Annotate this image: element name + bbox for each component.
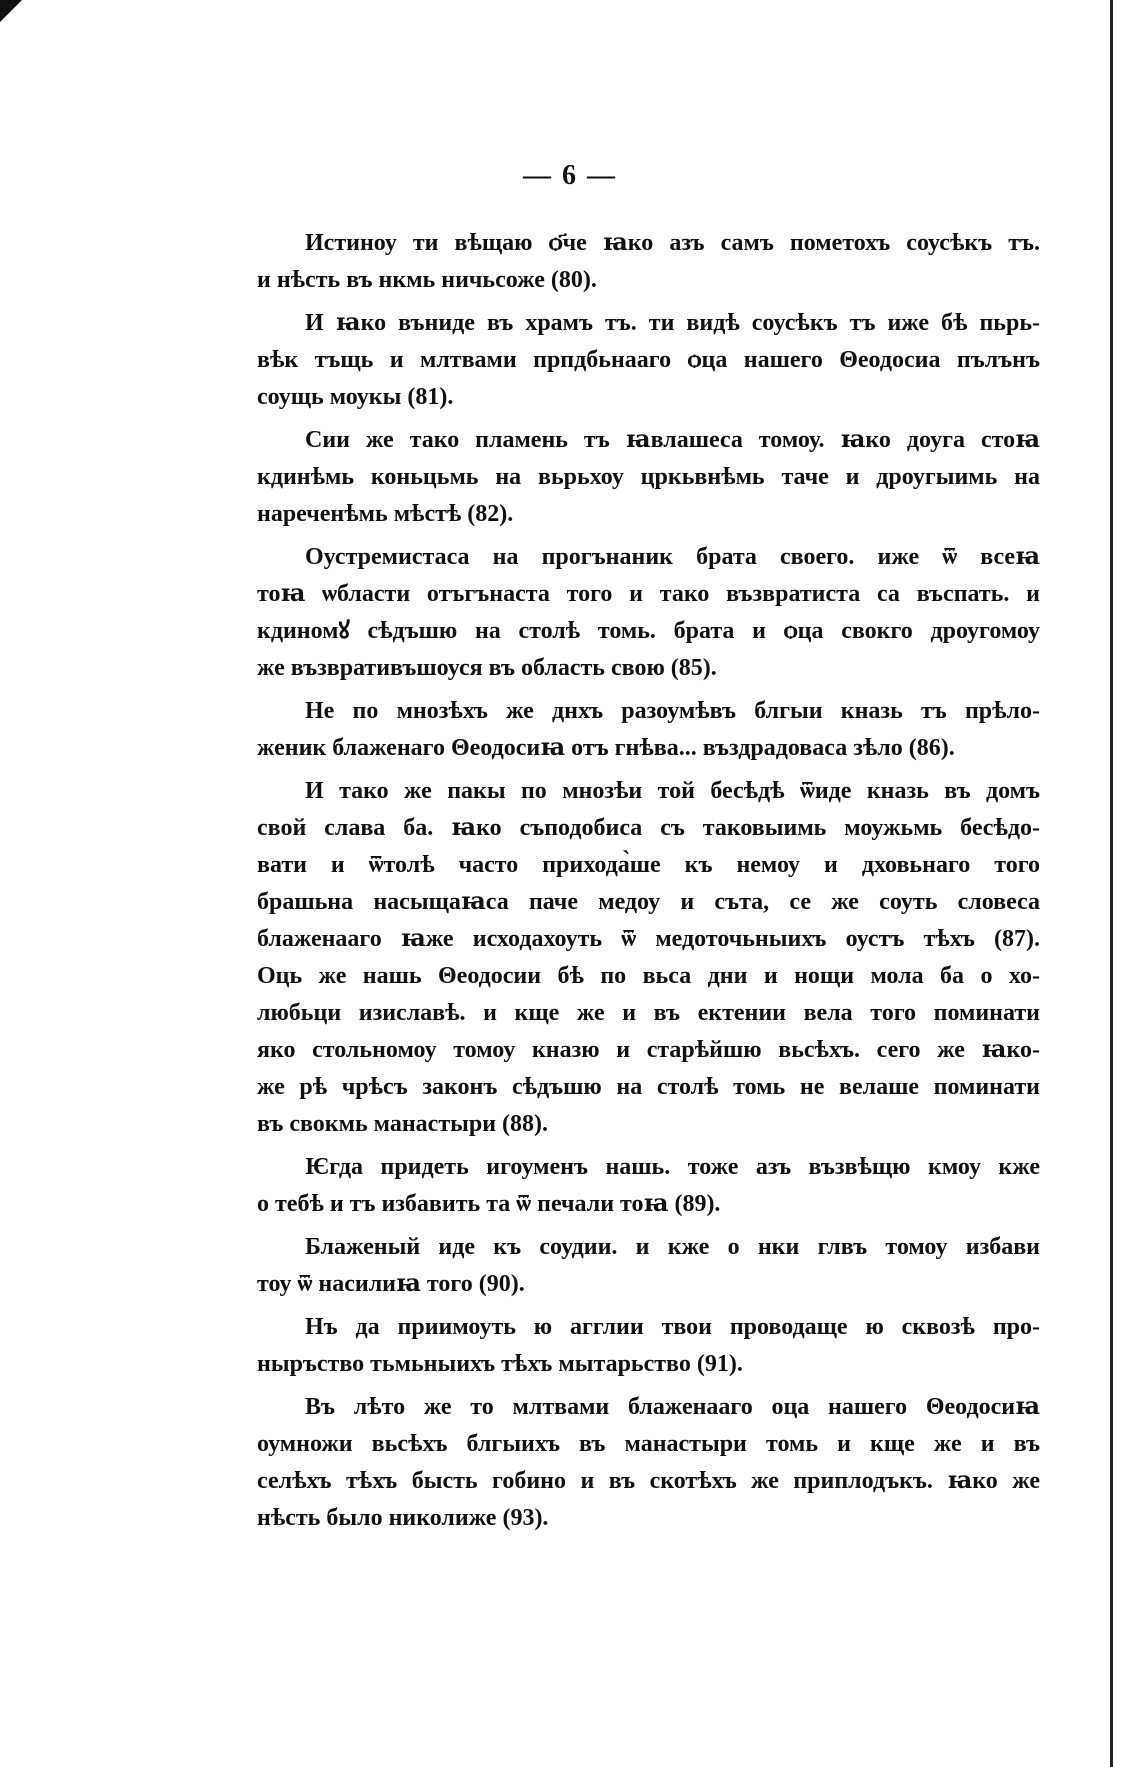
text-line: оумножи вьсѣхъ блгыихъ въ манастыри томь и кще же и въ bbox=[257, 1431, 1040, 1457]
text-line: любьци изиславѣ. и кще же и въ ектении вела того поминати bbox=[257, 1000, 1040, 1026]
text-line: свой слава ба. ꙗко съподобиса съ таковыимь моужьмь бесѣдо- bbox=[257, 815, 1040, 841]
text-body bbox=[257, 225, 1040, 1543]
paragraph-4 bbox=[257, 539, 1040, 687]
text-line: яко стольномоу томоу кназю и старѣйшю вьсѣхъ. сего же ꙗко- bbox=[257, 1037, 1040, 1063]
paragraph-1 bbox=[257, 225, 1040, 299]
text-line: Сии же тако пламень тъ ꙗвлашеса томоу. ꙗко доуга стоꙗ bbox=[305, 427, 1040, 453]
text-line: блаженааго ꙗже исходахоуть ѿ медоточьныихъ оустъ тѣхъ (87). bbox=[257, 926, 1040, 952]
text-line: Въ лѣто же то млтвами блаженааго оца нашего Θеодосиꙗ bbox=[305, 1394, 1040, 1420]
paragraph-6 bbox=[257, 773, 1040, 1143]
paragraph-10 bbox=[257, 1389, 1040, 1537]
text-line: вѣк тъщь и млтвами прпдбьнааго ѻца нашего Θеодосиа пълънъ bbox=[257, 347, 1040, 373]
paragraph-8 bbox=[257, 1229, 1040, 1303]
text-line: въ свокмь манастыри (88). bbox=[257, 1111, 549, 1137]
text-line: женик блаженаго Θеодосиꙗ отъ гнѣва... въздрадоваса зѣло (86). bbox=[257, 735, 955, 761]
text-line: Ѥгда придеть игоуменъ нашь. тоже азъ възвѣщю кмоу кже bbox=[305, 1154, 1040, 1180]
text-line: И ꙗко въниде въ храмъ тъ. ти видѣ соусѣкъ тъ иже бѣ пьрь- bbox=[305, 310, 1040, 336]
paragraph-2 bbox=[257, 305, 1040, 416]
text-line: и нѣсть въ нкмь ничьсоже (80). bbox=[257, 267, 597, 293]
text-line: Блаженый иде къ соудии. и кже о нки глвъ томоу избави bbox=[305, 1234, 1040, 1260]
page-edge-line bbox=[1110, 0, 1113, 1767]
text-line: тоꙗ ѡбласти отъгънаста того и тако възвратиста са въспать. и bbox=[257, 581, 1040, 607]
text-line: кдиномꙋ сѣдъшю на столѣ томь. брата и ѻца свокго дроугомоу bbox=[257, 618, 1040, 644]
text-line: Нъ да приимоуть ю агглии твои проводаще ю сквозѣ про- bbox=[305, 1314, 1040, 1340]
paragraph-9 bbox=[257, 1309, 1040, 1383]
text-line: вати и ѿтолѣ часто прихода̀ше къ немоу и дховьнаго того bbox=[257, 852, 1040, 878]
text-line: о тебѣ и тъ избавить та ѿ печали тоꙗ (89). bbox=[257, 1191, 721, 1217]
text-line: ныръство тьмьныихъ тѣхъ мытарьство (91). bbox=[257, 1351, 743, 1377]
text-line: Оць же нашь Θеодосии бѣ по вьса дни и нощи мола ба о хо- bbox=[257, 963, 1040, 989]
text-line: нѣсть было николиже (93). bbox=[257, 1505, 549, 1531]
text-line: же възвративъшоуся въ область свою (85). bbox=[257, 655, 717, 681]
text-line: селѣхъ тѣхъ бысть гобино и въ скотѣхъ же приплодъкъ. ꙗко же bbox=[257, 1468, 1040, 1494]
scan-corner-mark bbox=[0, 0, 22, 22]
text-line: брашьна насыщаꙗса паче медоу и съта, се же соуть словеса bbox=[257, 889, 1040, 915]
paragraph-7 bbox=[257, 1149, 1040, 1223]
text-line: И тако же пакы по мнозѣи той бесѣдѣ ѿиде кназь въ домъ bbox=[305, 778, 1040, 804]
text-line: Не по мнозѣхъ же днхъ разоумѣвъ блгыи кназь тъ прѣло- bbox=[305, 698, 1040, 724]
text-line: кдинѣмь коньцьмь на вьрьхоу цркьвнѣмь таче и дроугыимь на bbox=[257, 464, 1040, 490]
text-line: Оустремистаса на прогънаник брата своего. иже ѿ всеꙗ bbox=[305, 544, 1040, 570]
text-line: нареченѣмь мѣстѣ (82). bbox=[257, 501, 514, 527]
text-line: соущь моукы (81). bbox=[257, 384, 454, 410]
text-line: тоу ѿ насилиꙗ того (90). bbox=[257, 1271, 525, 1297]
paragraph-5 bbox=[257, 693, 1040, 767]
paragraph-3 bbox=[257, 422, 1040, 533]
page-number: — 6 — bbox=[523, 160, 617, 191]
text-line: же рѣ чрѣсъ законъ сѣдъшю на столѣ томь не велаше поминати bbox=[257, 1074, 1040, 1100]
text-line: Истиноу ти вѣщаю ѻ҃че ꙗко азъ самъ пометохъ соусѣкъ тъ. bbox=[305, 230, 1040, 256]
